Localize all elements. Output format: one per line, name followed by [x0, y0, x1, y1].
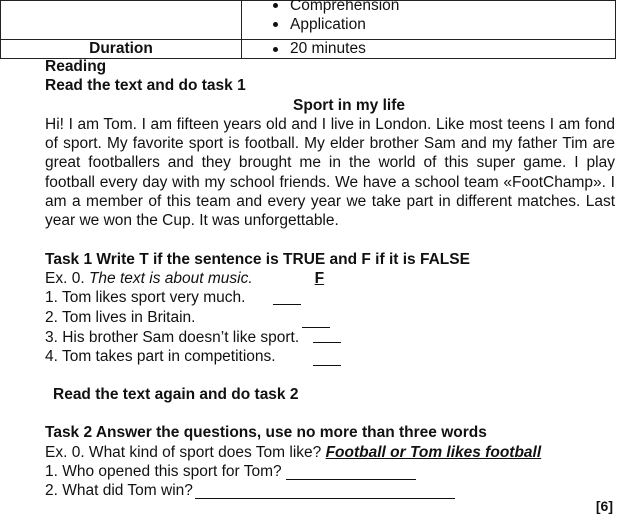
example-text: The text is about music. [88, 269, 253, 287]
instruction-task1: Read the text and do task 1 [45, 77, 246, 95]
task2-example-answer: Football or Tom likes football [325, 443, 542, 461]
task2-item-1 [45, 462, 615, 481]
task1-item-text: 4. Tom takes part in competitions. [45, 347, 276, 365]
answer-line-1[interactable] [286, 462, 416, 480]
task1-item-1 [45, 288, 615, 307]
task1-heading: Task 1 Write T if the sentence is TRUE and F if it is FALSE [45, 250, 470, 268]
skills-label-cell [1, 1, 242, 40]
reading-text: Hi! I am Tom. I am fifteen years old and I live in London. Like most teens I am fond of sport. My favorite sport is football. My elder brother Sam and my father Tim are great footballers and they brought me in the world of this super game. I play football every day with my school friends. We have a school team «FootChamp». I am a member of this team and every year we take part in different matches. Last year we won the Cup. It was unforgettable. [45, 115, 615, 230]
duration-row [1, 40, 616, 59]
worksheet-body [45, 57, 615, 501]
text-title: Sport in my life [293, 96, 405, 114]
task2-item-text: 1. Who opened this sport for Tom? [45, 463, 282, 481]
bullet-application: Application [242, 15, 615, 34]
task2-example-text: Ex. 0. What kind of sport does Tom like? [45, 443, 322, 461]
task1-item-text: 3. His brother Sam doesn’t like sport. [45, 328, 300, 346]
answer-blank-3[interactable] [313, 328, 341, 343]
task2-example [45, 443, 615, 462]
task1-item-text: 2. Tom lives in Britain. [45, 308, 196, 326]
duration-cell [242, 40, 616, 59]
skills-cell [242, 1, 616, 40]
answer-blank-1[interactable] [273, 288, 301, 305]
task1-item-2 [45, 308, 615, 328]
skills-row [1, 1, 616, 40]
duration-value: 20 minutes [242, 40, 615, 58]
task1-item-3 [45, 328, 615, 347]
task1-item-4 [45, 347, 615, 366]
answer-line-2[interactable] [195, 481, 455, 499]
marks-total: [6] [595, 498, 613, 514]
instruction-task2: Read the text again and do task 2 [53, 386, 299, 404]
answer-blank-4[interactable] [313, 347, 341, 366]
example-prefix: Ex. 0. [45, 269, 85, 287]
header-table [0, 0, 616, 59]
duration-label: Duration [1, 40, 242, 59]
task1-item-text: 1. Tom likes sport very much. [45, 289, 246, 307]
task1-example [45, 269, 615, 288]
task2-heading: Task 2 Answer the questions, use no more than three words [45, 424, 487, 442]
task2-item-2 [45, 481, 615, 500]
example-answer: F [314, 269, 325, 287]
answer-blank-2[interactable] [302, 308, 330, 328]
bullet-comprehension: Comprehension [242, 0, 615, 15]
task2-item-text: 2. What did Tom win? [45, 482, 193, 500]
section-heading: Reading [45, 58, 107, 75]
